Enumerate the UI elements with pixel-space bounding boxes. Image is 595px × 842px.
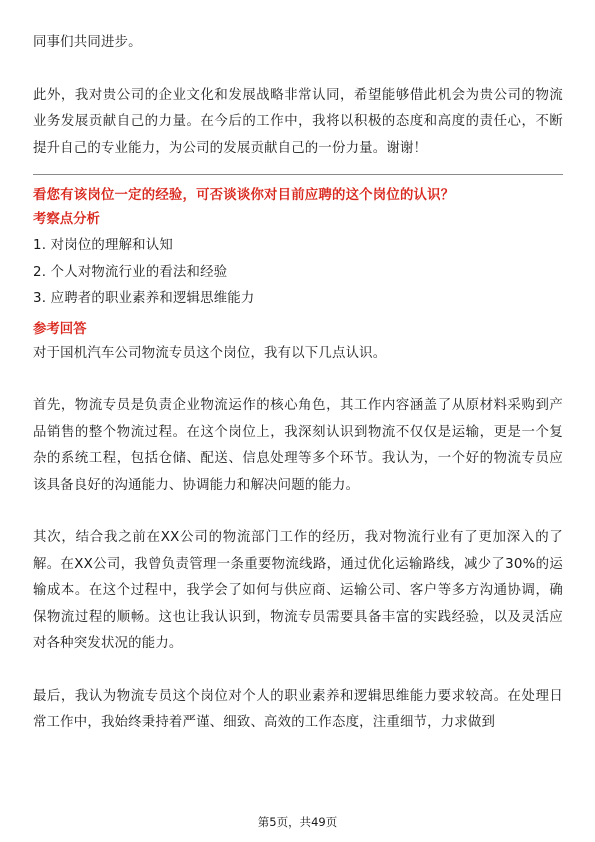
answer-paragraph: 其次，结合我之前在XX公司的物流部门工作的经历，我对物流行业有了更加深入的了解。在XX公司，我曾负责管理一条重要物流线路，通过优化运输路线，减少了30%的运输成本。在这个过程中，我学会了如何与供应商、运输公司、客户等多方沟通协调，确保物流过程的顺畅。这也让我认识到，物流专员需要具备丰富的实践经验，以及灵活应对各种突发状况的能力。 (33, 530, 563, 651)
answer-title: 参考回答 (33, 321, 87, 337)
intro-paragraph: 此外，我对贵公司的企业文化和发展战略非常认同，希望能够借此机会为贵公司的物流业务发展贡献自己的力量。在今后的工作中，我将以积极的态度和高度的责任心，不断提升自己的专业能力，为公司的发展贡献自己的一份力量。谢谢！ (33, 87, 563, 156)
paragraph-gap (33, 658, 563, 684)
analysis-title: 考察点分析 (33, 212, 100, 227)
paragraph-gap (33, 57, 563, 83)
page-content (33, 30, 563, 737)
answer-paragraph: 首先，物流专员是负责企业物流运作的核心角色，其工作内容涵盖了从原材料采购到产品销售的整个物流过程。在这个岗位上，我深刻认识到物流不仅仅是运输，更是一个复杂的系统工程，包括仓储、配送、信息处理等多个环节。我认为，一个好的物流专员应该具备良好的沟通能力、协调能力和解决问题的能力。 (33, 398, 563, 493)
answer-paragraph: 对于国机汽车公司物流专员这个岗位，我有以下几点认识。 (33, 345, 387, 361)
intro-tail-text: 同事们共同进步。 (33, 35, 142, 50)
answer-paragraph: 最后，我认为物流专员这个岗位对个人的职业素养和逻辑思维能力要求较高。在处理日常工作中，我始终秉持着严谨、细致、高效的工作态度，注重细节，力求做到 (33, 688, 563, 730)
analysis-point: 1. 对岗位的理解和认知 (33, 238, 173, 253)
analysis-points-list (33, 233, 563, 313)
paragraph-gap (33, 367, 563, 393)
paragraph-gap (33, 499, 563, 525)
interview-question: 看您有该岗位一定的经验，可否谈谈你对目前应聘的这个岗位的认识？ (33, 188, 455, 203)
analysis-point: 2. 个人对物流行业的看法和经验 (33, 264, 228, 280)
analysis-point: 3. 应聘者的职业素养和逻辑思维能力 (33, 291, 255, 306)
page-number-footer: 第5页，共49页 (257, 815, 338, 829)
section-divider (33, 174, 563, 175)
